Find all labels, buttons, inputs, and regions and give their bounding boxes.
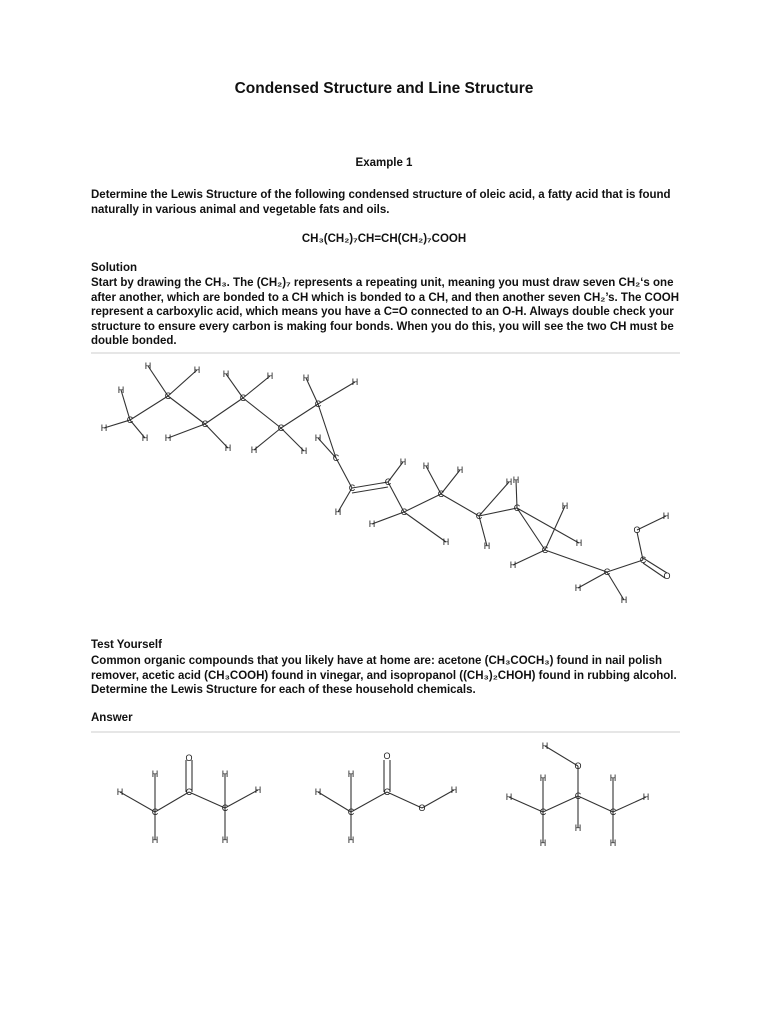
bond-line — [545, 550, 607, 572]
hydrogen-atom-label: H — [117, 385, 125, 395]
hydrogen-atom-label: H — [456, 465, 464, 475]
carbon-atom-label: C — [201, 419, 209, 429]
bond-line — [509, 797, 543, 812]
bond-line — [422, 790, 454, 808]
divider-line — [91, 731, 680, 733]
hydrogen-atom-label: H — [505, 477, 513, 487]
hydrogen-atom-label: H — [224, 443, 232, 453]
hydrogen-atom-label: H — [314, 433, 322, 443]
answer-structures — [0, 735, 768, 855]
hydrogen-atom-label: H — [347, 835, 355, 845]
hydrogen-atom-label: H — [642, 792, 650, 802]
oxygen-atom-label: O — [633, 525, 641, 535]
carbon-atom-label: C — [277, 423, 285, 433]
carbon-atom-label: C — [574, 791, 582, 801]
hydrogen-atom-label: H — [116, 787, 124, 797]
hydrogen-atom-label: H — [561, 501, 569, 511]
carbon-atom-label: C — [332, 453, 340, 463]
hydrogen-atom-label: H — [351, 377, 359, 387]
hydrogen-atom-label: H — [512, 475, 520, 485]
hydrogen-atom-label: H — [221, 769, 229, 779]
hydrogen-atom-label: H — [151, 835, 159, 845]
hydrogen-atom-label: H — [574, 583, 582, 593]
hydrogen-atom-label: H — [100, 423, 108, 433]
intro-paragraph: Determine the Lewis Structure of the following condensed structure of oleic acid, a fatty acid that is found naturally in various animal and vegetable fats and oils. — [91, 189, 671, 216]
hydrogen-atom-label: H — [221, 835, 229, 845]
bond-line — [372, 512, 404, 524]
bond-line — [613, 797, 646, 812]
carbon-atom-label: C — [221, 803, 229, 813]
bond-line — [225, 790, 258, 808]
bond-line — [168, 396, 205, 424]
test-yourself-paragraph: Common organic compounds that you likely have at home are: acetone (CH₃COCH₃) found in nail polish remover, acetic acid (CH₃COOH) found in vinegar, and isopropanol ((CH₃)₂CHOH) found in rubbing alcohol. Determine the Lewis Structure for each of these household chemicals. — [91, 655, 677, 697]
bond-line — [578, 796, 613, 812]
hydrogen-atom-label: H — [609, 773, 617, 783]
hydrogen-atom-label: H — [539, 773, 547, 783]
carbon-atom-label: C — [400, 507, 408, 517]
hydrogen-atom-label: H — [574, 823, 582, 833]
hydrogen-atom-label: H — [575, 538, 583, 548]
bond-line — [155, 792, 189, 812]
hydrogen-atom-label: H — [250, 445, 258, 455]
bond-line — [517, 508, 579, 543]
bond-line — [352, 482, 388, 488]
condensed-formula: CH₃(CH₂)₇CH=CH(CH₂)₇COOH — [301, 233, 467, 245]
carbon-atom-label: C — [609, 807, 617, 817]
bond-line — [318, 382, 355, 404]
bond-line — [130, 396, 168, 420]
carbon-atom-label: C — [539, 807, 547, 817]
bond-line — [205, 398, 243, 424]
hydrogen-atom-label: H — [347, 769, 355, 779]
hydrogen-atom-label: H — [422, 461, 430, 471]
carbon-atom-label: C — [185, 787, 193, 797]
page-title: Condensed Structure and Line Structure — [234, 80, 534, 97]
carbon-atom-label: C — [639, 555, 647, 565]
hydrogen-atom-label: H — [541, 741, 549, 751]
hydrogen-atom-label: H — [254, 785, 262, 795]
bond-line — [318, 404, 336, 458]
hydrogen-atom-label: H — [302, 373, 310, 383]
bond-line — [318, 792, 351, 812]
oxygen-atom-label: O — [418, 803, 426, 813]
bond-line — [168, 370, 197, 396]
hydrogen-atom-label: H — [334, 507, 342, 517]
bond-line — [168, 424, 205, 438]
bond-line — [387, 792, 422, 808]
bond-line — [441, 494, 479, 516]
hydrogen-atom-label: H — [141, 433, 149, 443]
carbon-atom-label: C — [348, 483, 356, 493]
bond-line — [607, 560, 643, 572]
carbon-atom-label: C — [126, 415, 134, 425]
example-heading: Example 1 — [355, 157, 413, 169]
hydrogen-atom-label: H — [620, 595, 628, 605]
carbon-atom-label: C — [475, 511, 483, 521]
hydrogen-atom-label: H — [505, 792, 513, 802]
bond-line — [404, 512, 446, 542]
bond-line — [545, 506, 565, 550]
hydrogen-atom-label: H — [662, 511, 670, 521]
hydrogen-atom-label: H — [222, 369, 230, 379]
solution-heading: Solution — [91, 262, 137, 274]
bond-line — [517, 508, 545, 550]
bond-line — [578, 572, 607, 588]
bond-line — [513, 550, 545, 565]
divider-line — [91, 352, 680, 354]
hydrogen-atom-label: H — [266, 371, 274, 381]
hydrogen-atom-label: H — [300, 446, 308, 456]
carbon-atom-label: C — [239, 393, 247, 403]
carbon-atom-label: C — [513, 503, 521, 513]
hydrogen-atom-label: H — [151, 769, 159, 779]
carbon-atom-label: C — [314, 399, 322, 409]
bond-line — [351, 792, 387, 812]
bond-line — [543, 796, 578, 812]
carbon-atom-label: C — [384, 477, 392, 487]
carbon-atom-label: C — [151, 807, 159, 817]
oxygen-atom-label: O — [574, 761, 582, 771]
hydrogen-atom-label: H — [509, 560, 517, 570]
hydrogen-atom-label: H — [442, 537, 450, 547]
carbon-atom-label: C — [603, 567, 611, 577]
bond-line — [404, 494, 441, 512]
bond-line — [281, 404, 318, 428]
solution-paragraph: Start by drawing the CH₃. The (CH₂)₇ represents a repeating unit, meaning you must draw seven CH₂‘s one after another, which are bonded to a CH which is bonded to a CH, and then another seven CH₂’s. The COOH represent a carboxylic acid, which means you have a C=O connected to an O-H. Always double check your structure to ensure every carbon is making four bonds. When you do this, you will see the two CH must be double bonded. — [91, 277, 680, 348]
hydrogen-atom-label: H — [164, 433, 172, 443]
bond-line — [352, 487, 388, 493]
hydrogen-atom-label: H — [144, 361, 152, 371]
hydrogen-atom-label: H — [609, 838, 617, 848]
oxygen-atom-label: O — [383, 751, 391, 761]
hydrogen-atom-label: H — [539, 838, 547, 848]
hydrogen-atom-label: H — [314, 787, 322, 797]
carbon-atom-label: C — [347, 807, 355, 817]
oxygen-atom-label: O — [663, 571, 671, 581]
bond-line — [120, 792, 155, 812]
hydrogen-atom-label: H — [399, 457, 407, 467]
carbon-atom-label: C — [437, 489, 445, 499]
bond-line — [637, 516, 666, 530]
hydrogen-atom-label: H — [193, 365, 201, 375]
bond-line — [189, 792, 225, 808]
hydrogen-atom-label: H — [483, 541, 491, 551]
carbon-atom-label: C — [541, 545, 549, 555]
test-yourself-heading: Test Yourself — [91, 639, 162, 651]
carbon-atom-label: C — [164, 391, 172, 401]
bond-line — [243, 398, 281, 428]
oleic-acid-structure — [0, 355, 768, 610]
carbon-atom-label: C — [383, 787, 391, 797]
hydrogen-atom-label: H — [368, 519, 376, 529]
answer-heading: Answer — [91, 712, 133, 724]
hydrogen-atom-label: H — [450, 785, 458, 795]
oxygen-atom-label: O — [185, 753, 193, 763]
bond-line — [545, 746, 578, 766]
